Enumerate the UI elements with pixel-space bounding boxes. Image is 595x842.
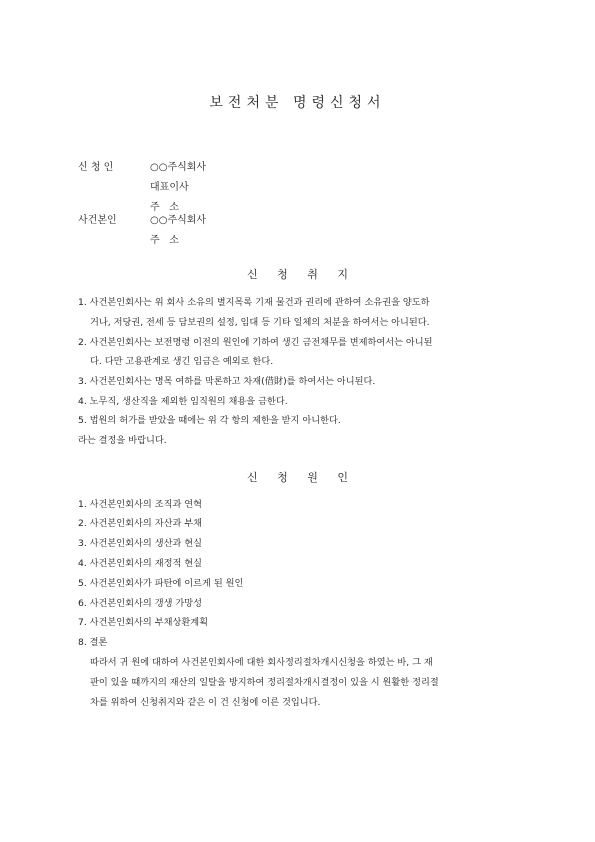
- document-title: 보전처분 명령신청서: [209, 95, 386, 111]
- grounds-item: 8. 결론: [78, 637, 108, 648]
- grounds-item: 7. 사건본인회사의 부채상환계획: [78, 617, 208, 628]
- purpose-line: 거나, 저당권, 전세 등 담보권의 설정, 임대 등 기타 일체의 처분을 하여서는 아니된다.: [90, 317, 430, 328]
- purpose-line: 2. 사건본인회사는 보전명령 이전의 원인에 기하여 생긴 금전채무를 변제하여서는 아니된: [78, 337, 433, 348]
- subject-name: ○○주식회사: [150, 215, 207, 226]
- grounds-conclusion-line: 판이 있을 때까지의 재산의 일탈을 방지하여 정리절차개시결정이 있을 시 원활한 정리절: [90, 677, 439, 688]
- purpose-heading: 신 청 취 지: [247, 268, 348, 281]
- applicant-label: 신 청 인: [78, 162, 114, 173]
- grounds-item: 4. 사건본인회사의 재정적 현실: [78, 558, 203, 569]
- grounds-item: 6. 사건본인회사의 갱생 가망성: [78, 598, 203, 609]
- grounds-conclusion-line: 따라서 귀 원에 대하여 사건본인회사에 대한 회사정리절차개시신청을 하였는 바, 그 재: [90, 657, 433, 668]
- grounds-item: 2. 사건본인회사의 자산과 부채: [78, 518, 203, 529]
- purpose-line: 5. 법원의 허가를 받았을 때에는 위 각 항의 제한을 받지 아니한다.: [78, 415, 341, 426]
- grounds-item: 3. 사건본인회사의 생산과 현실: [78, 538, 203, 549]
- grounds-item: 5. 사건본인회사가 파탄에 이르게 된 원인: [78, 578, 244, 589]
- applicant-name: ○○주식회사: [150, 162, 207, 173]
- applicant-representative: 대표이사: [150, 182, 189, 193]
- applicant-address: 주 소: [150, 202, 179, 213]
- subject-label: 사건본인: [78, 215, 117, 226]
- purpose-conclusion: 라는 결정을 바랍니다.: [78, 435, 167, 446]
- subject-address: 주 소: [150, 235, 179, 246]
- purpose-line: 다. 다만 고용관계로 생긴 임금은 예외로 한다.: [90, 356, 274, 367]
- grounds-conclusion-line: 차를 위하여 신청취지와 같은 이 건 신청에 이른 것입니다.: [90, 697, 321, 708]
- purpose-line: 1. 사건본인회사는 위 회사 소유의 별지목록 기재 물건과 권리에 관하여 소유권을 양도하: [78, 297, 430, 308]
- grounds-item: 1. 사건본인회사의 조직과 연혁: [78, 499, 203, 510]
- grounds-heading: 신 청 원 인: [247, 471, 348, 484]
- purpose-line: 3. 사건본인회사는 명목 여하를 막론하고 차재(借財)를 하여서는 아니된다.: [78, 376, 376, 387]
- purpose-line: 4. 노무직, 생산직을 제외한 임직원의 채용을 금한다.: [78, 396, 288, 407]
